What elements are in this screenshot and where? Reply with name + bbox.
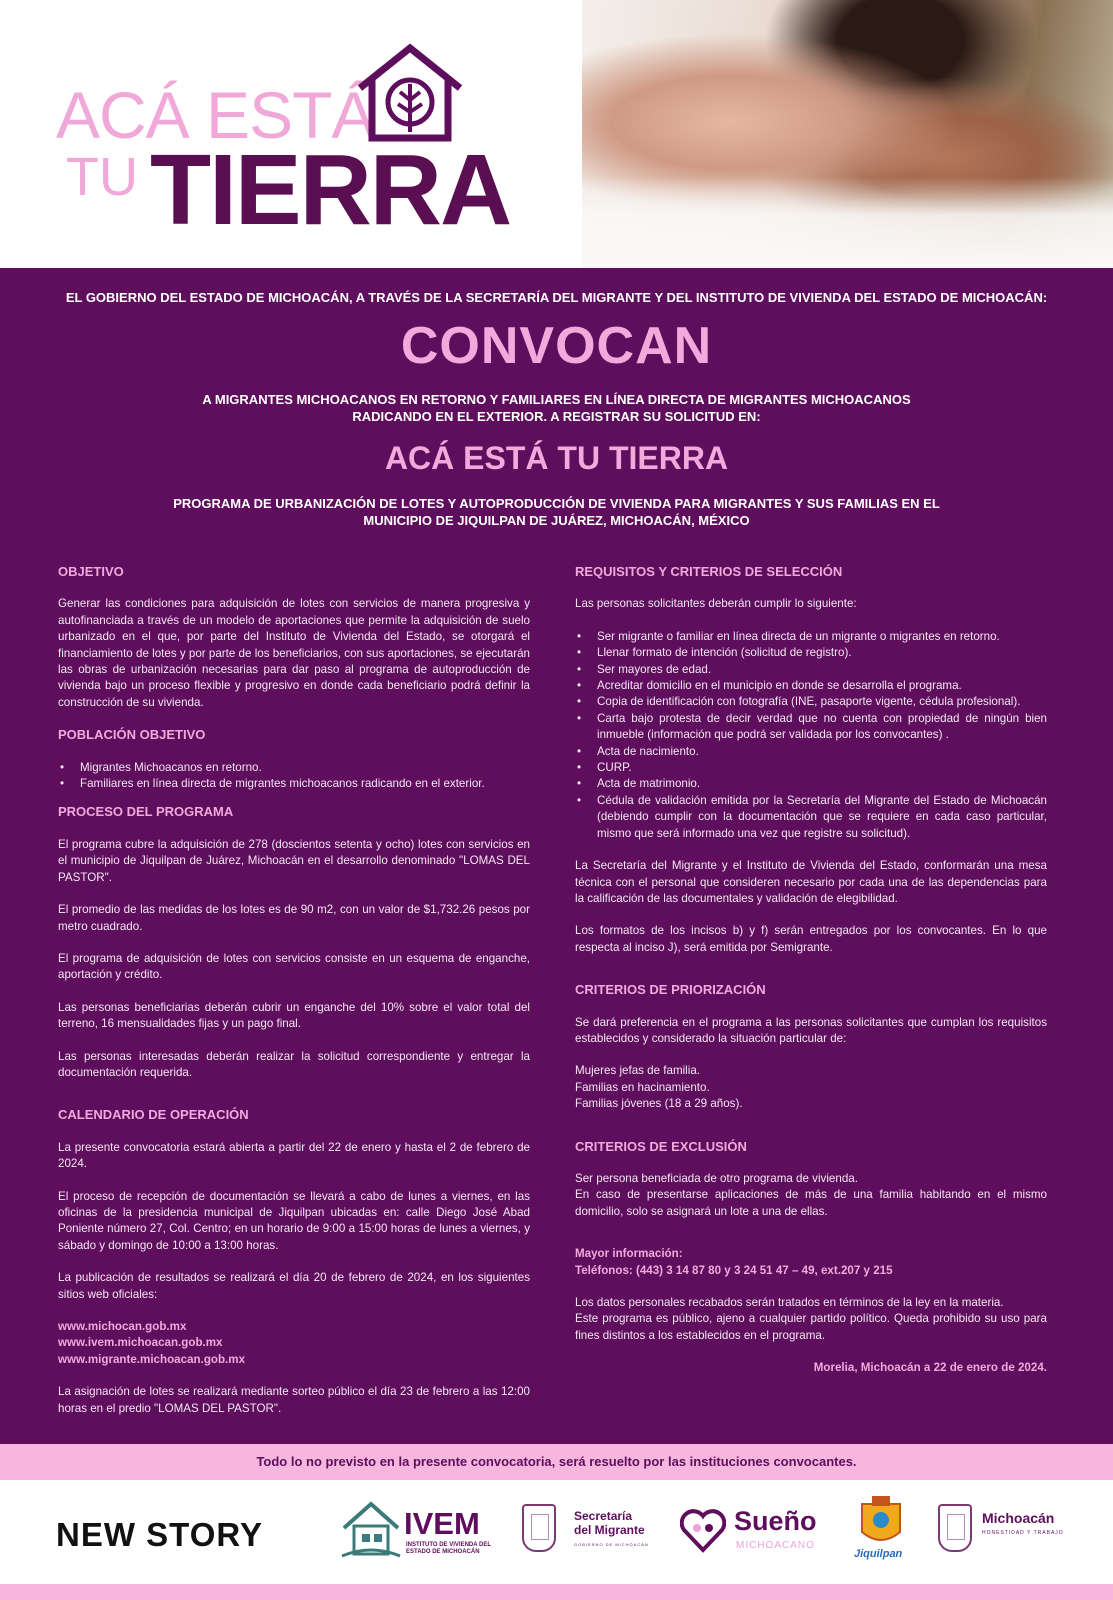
list-item: • Llenar formato de intención (solicitud de registro). [575, 645, 1047, 661]
secretaria-logo [574, 1510, 645, 1538]
list-item: • Acta de matrimonio. [575, 776, 1047, 792]
requisitos-text-1: La Secretaría del Migrante y el Instituto de Vivienda del Estado, conformarán una mesa técnica con el personal que consideren necesario por cada una de las dependencias para la calificación de las documentales y validación de elegibilidad. [575, 859, 1047, 905]
invite-text: A MIGRANTES MICHOACANOS EN RETORNO Y FAMILIARES EN LÍNEA DIRECTA DE MIGRANTES MICHOACANOS RADICANDO EN EL EXTERIOR. A REGISTRAR SU SOLICITUD EN: [202, 392, 911, 424]
closing-date: Morelia, Michoacán a 22 de enero de 2024. [813, 1361, 1047, 1375]
exclusion-heading: CRITERIOS DE EXCLUSIÓN [575, 1138, 747, 1154]
list-item: • Ser migrante o familiar en línea directa de un migrante o migrantes en retorno. [575, 629, 1047, 645]
sueno-heart-icon [680, 1504, 726, 1554]
requisitos-text-2: Los formatos de los incisos b) y f) serán entregados por los convocantes. En lo que respecta al inciso J), será emitida por Semigrante. [575, 924, 1047, 954]
list-item: • Acreditar domicilio en el municipio en donde se desarrolla el programa. [575, 678, 1047, 694]
logo-tierra: TIERRA [150, 134, 511, 246]
link-migrante[interactable]: www.migrante.michoacan.gob.mx [58, 1352, 246, 1366]
calendario-heading: CALENDARIO DE OPERACIÓN [58, 1107, 249, 1123]
list-item: • Cédula de validación emitida por la Secretaría del Migrante del Estado de Michoacán (debiendo cumplir con la documentación que se requiere en cada caso particular, mismo que será informado una vez que registre su solicitud). [575, 793, 1047, 842]
proceso-text-1: El programa cubre la adquisición de 278 (doscientos setenta y ocho) lotes con servicios en el municipio de Jiquilpan de Juárez, Michoacán en el desarrollo denominado "LOMAS DEL PASTOR". [58, 837, 530, 884]
requisitos-list [575, 629, 1047, 842]
house-tree-icon [352, 42, 468, 144]
link-ivem[interactable]: www.ivem.michoacan.gob.mx [58, 1336, 223, 1350]
requisitos-intro: Las personas solicitantes deberán cumplir lo siguiente: [575, 597, 857, 611]
calendario-text-4: La asignación de lotes se realizará mediante sorteo público el día 23 de febrero a las 12:00 horas en el predio "LOMAS DEL PASTOR". [58, 1385, 530, 1415]
proceso-text-5: Las personas interesadas deberán realizar la solicitud correspondiente y entregar la documentación requerida. [58, 1049, 530, 1079]
program-subtitle: PROGRAMA DE URBANIZACIÓN DE LOTES Y AUTOPRODUCCIÓN DE VIVIENDA PARA MIGRANTES Y SUS FAMILIAS EN EL MUNICIPIO DE JIQUILPAN DE JUÁREZ, MICHOACÁN, MÉXICO [173, 496, 940, 528]
legal-line-1: Los datos personales recabados serán tratados en términos de la ley en la materia. [575, 1296, 1004, 1309]
michoacan-wordmark: Michoacán [982, 1510, 1055, 1526]
jiquilpan-logo [856, 1494, 906, 1566]
logo-tu: TU [66, 147, 138, 207]
objetivo-text: Generar las condiciones para adquisición de lotes con servicios de manera progresiva y autofinanciada a través de un modelo de aportaciones que permite la adquisición de suelo urbanizado en el que, por parte del Instituto de Vivienda del Estado, se otorgará el financiamiento de lotes y por parte de los beneficiarios, con sus aportaciones, se ejecutarán las obras de urbanización necesarias para dar paso al programa de autoproducción de vivienda bajo un proceso flexible y progresivo en donde cada beneficiario podrá definir la construcción de su vivienda. [58, 597, 530, 709]
list-item: • Ser mayores de edad. [575, 662, 1047, 678]
poblacion-list [58, 760, 530, 793]
left-column [58, 564, 530, 1433]
info-phones: Teléfonos: (443) 3 14 87 80 y 3 24 51 47 – 49, ext.207 y 215 [575, 1263, 893, 1277]
jiquilpan-wordmark: Jiquilpan [854, 1548, 903, 1560]
sueno-wordmark: Sueño [734, 1506, 817, 1536]
logo-bar [0, 1480, 1113, 1584]
priorizacion-text: Se dará preferencia en el programa a las personas solicitantes que cumplan los requisitos establecidos y considerado la situación particular de: [575, 1015, 1047, 1045]
list-item: • Copia de identificación con fotografía (INE, pasaporte vigente, cédula profesional). [575, 694, 1047, 710]
footer-band: Todo lo no previsto en la presente convocatoria, será resuelto por las instituciones convocantes. [0, 1444, 1113, 1480]
link-michoacan[interactable]: www.michocan.gob.mx [58, 1320, 187, 1333]
program-title: ACÁ ESTÁ TU TIERRA [384, 440, 729, 476]
secretaria-seal-icon [522, 1504, 556, 1552]
michoacan-subtitle: HONESTIDAD Y TRABAJO [982, 1530, 1064, 1536]
exclusion-line-2: En caso de presentarse aplicaciones de más de una familia habitando en el mismo domicilio, solo se asignará un lote a una de ellas. [575, 1188, 1047, 1218]
header-banner [0, 0, 1113, 272]
list-item: Mujeres jefas de familia. [575, 1064, 701, 1078]
priorizacion-heading: CRITERIOS DE PRIORIZACIÓN [575, 982, 766, 998]
legal-line-2: Este programa es público, ajeno a cualquier partido político. Queda prohibido su uso para fines distintos a los establecidos en el programa. [575, 1312, 1047, 1342]
ivem-subtitle: INSTITUTO DE VIVIENDA DEL ESTADO DE MICHOACÁN [406, 1542, 491, 1555]
priorizacion-list [575, 1063, 1047, 1112]
list-item: • Carta bajo protesta de decir verdad que no cuenta con propiedad de ningún bien inmueble (información que podrá ser validada por los convocantes) . [575, 711, 1047, 744]
list-item: • Migrantes Michoacanos en retorno. [58, 760, 530, 776]
calendario-text-2: El proceso de recepción de documentación se llevará a cabo de lunes a viernes, en las oficinas de la presidencia municipal de Jiquilpan ubicadas en: calle Diego José Abad Poniente número 27, Col. Centro; en un horario de 9:00 a 15:00 horas de lunes a viernes, y sábado y domingo de 10:00 a 13:00 horas. [58, 1189, 530, 1252]
proceso-text-4: Las personas beneficiarias deberán cubrir un enganche del 10% sobre el valor total del terreno, 16 mensualidades fijas y un pago final. [58, 1000, 530, 1031]
ivem-wordmark: IVEM [404, 1506, 480, 1541]
list-item: Familias en hacinamiento. [575, 1080, 710, 1094]
list-item: • CURP. [575, 760, 1047, 776]
convocan-title: CONVOCAN [400, 317, 713, 375]
secretaria-line-2: del Migrante [574, 1522, 645, 1537]
info-heading: Mayor información: [575, 1247, 683, 1261]
jiquilpan-crest-icon [856, 1494, 906, 1552]
calendario-text-1: La presente convocatoria estará abierta a partir del 22 de enero y hasta el 2 de febrero de 2024. [58, 1140, 530, 1171]
photo-shading [582, 177, 1113, 272]
secretaria-subtitle: GOBIERNO DE MICHOACÁN [574, 1542, 649, 1547]
proceso-heading: PROCESO DEL PROGRAMA [58, 804, 234, 820]
logo-aca-esta: ACÁ ESTÁ [56, 78, 375, 152]
gov-line: EL GOBIERNO DEL ESTADO DE MICHOACÁN, A TRAVÉS DE LA SECRETARÍA DEL MIGRANTE Y DEL INSTITUTO DE VIVIENDA DEL ESTADO DE MICHOACÁN: [65, 290, 1048, 305]
proceso-text-2: El promedio de las medidas de los lotes es de 90 m2, con un valor de $1,732.26 pesos por metro cuadrado. [58, 903, 530, 933]
legal-block [575, 1295, 1047, 1344]
proceso-text-3: El programa de adquisición de lotes con servicios consiste en un esquema de enganche, aportación y crédito. [58, 951, 530, 982]
objetivo-heading: OBJETIVO [58, 564, 124, 579]
exclusion-line-1: Ser persona beneficiada de otro programa de vivienda. [575, 1171, 858, 1185]
calendario-text-3: La publicación de resultados se realizará el día 20 de febrero de 2024, en los siguientes sitios web oficiales: [58, 1271, 530, 1301]
secretaria-line-1: Secretaría [574, 1509, 633, 1523]
sueno-subtitle: MICHOACANO [736, 1540, 815, 1551]
exclusion-text [575, 1171, 1047, 1220]
michoacan-seal-icon [938, 1504, 972, 1552]
bottom-strip [0, 1584, 1113, 1600]
requisitos-heading: REQUISITOS Y CRITERIOS DE SELECCIÓN [575, 564, 843, 579]
hero-photo [582, 0, 1113, 272]
list-item: Familias jóvenes (18 a 29 años). [575, 1097, 743, 1111]
ivem-house-icon [340, 1498, 402, 1560]
list-item: • Acta de nacimiento. [575, 744, 1047, 760]
list-item: • Familiares en línea directa de migrantes michoacanos radicando en el exterior. [58, 776, 530, 792]
poblacion-heading: POBLACIÓN OBJETIVO [58, 727, 206, 743]
links-block [58, 1319, 530, 1368]
new-story-logo: NEW STORY [56, 1516, 264, 1553]
right-column [575, 564, 1047, 1377]
ivem-logo [340, 1498, 500, 1562]
info-block [575, 1246, 1047, 1279]
main-content [0, 268, 1113, 1444]
